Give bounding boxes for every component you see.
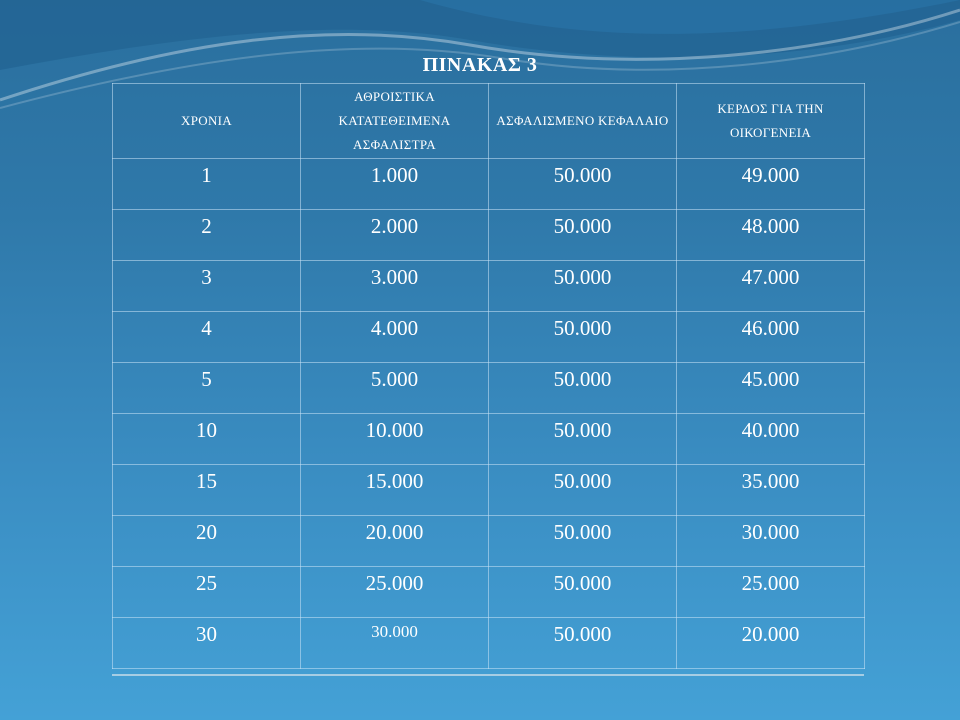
premiums-cell: 20.000 [301, 516, 489, 567]
gain-cell: 49.000 [677, 159, 865, 210]
table-row [113, 414, 865, 465]
premiums-cell: 15.000 [301, 465, 489, 516]
premiums-cell: 3.000 [301, 261, 489, 312]
year-cell: 10 [113, 414, 301, 465]
capital-cell: 50.000 [489, 567, 677, 618]
header-family-gain: ΚΕΡΔΟΣ ΓΙΑ ΤΗΝ ΟΙΚΟΓΕΝΕΙΑ [677, 84, 865, 159]
year-cell: 30 [113, 618, 301, 669]
year-cell: 5 [113, 363, 301, 414]
header-cumulative-premiums: ΑΘΡΟΙΣΤΙΚΑ ΚΑΤΑΤΕΘΕΙΜΕΝΑ ΑΣΦΑΛΙΣΤΡΑ [301, 84, 489, 159]
header-insured-capital: ΑΣΦΑΛΙΣΜΕΝΟ ΚΕΦΑΛΑΙΟ [489, 84, 677, 159]
gain-cell: 20.000 [677, 618, 865, 669]
year-cell: 2 [113, 210, 301, 261]
capital-cell: 50.000 [489, 414, 677, 465]
capital-cell: 50.000 [489, 363, 677, 414]
gain-cell: 25.000 [677, 567, 865, 618]
year-cell: 3 [113, 261, 301, 312]
gain-cell: 47.000 [677, 261, 865, 312]
table-row [113, 210, 865, 261]
year-cell: 25 [113, 567, 301, 618]
gain-cell: 46.000 [677, 312, 865, 363]
insurance-table [112, 83, 865, 669]
table-row [113, 465, 865, 516]
premiums-cell: 10.000 [301, 414, 489, 465]
capital-cell: 50.000 [489, 618, 677, 669]
capital-cell: 50.000 [489, 261, 677, 312]
slide-title: ΠΙΝΑΚΑΣ 3 [422, 54, 538, 76]
premiums-cell: 25.000 [301, 567, 489, 618]
premiums-cell: 4.000 [301, 312, 489, 363]
capital-cell: 50.000 [489, 312, 677, 363]
year-cell: 1 [113, 159, 301, 210]
year-cell: 20 [113, 516, 301, 567]
year-cell: 15 [113, 465, 301, 516]
capital-cell: 50.000 [489, 465, 677, 516]
table-row [113, 618, 865, 669]
table-row [113, 567, 865, 618]
gain-cell: 48.000 [677, 210, 865, 261]
capital-cell: 50.000 [489, 210, 677, 261]
premiums-cell: 30.000 [301, 618, 489, 669]
premiums-cell: 5.000 [301, 363, 489, 414]
header-years: ΧΡΟΝΙΑ [113, 84, 301, 159]
gain-cell: 30.000 [677, 516, 865, 567]
table-body [113, 159, 865, 669]
premiums-cell: 1.000 [301, 159, 489, 210]
capital-cell: 50.000 [489, 159, 677, 210]
year-cell: 4 [113, 312, 301, 363]
table-header-row [113, 84, 865, 159]
table-row [113, 261, 865, 312]
gain-cell: 40.000 [677, 414, 865, 465]
table-bottom-rule [112, 674, 864, 676]
table-row [113, 159, 865, 210]
table-row [113, 312, 865, 363]
table-row [113, 363, 865, 414]
gain-cell: 35.000 [677, 465, 865, 516]
capital-cell: 50.000 [489, 516, 677, 567]
gain-cell: 45.000 [677, 363, 865, 414]
table-row [113, 516, 865, 567]
premiums-cell: 2.000 [301, 210, 489, 261]
